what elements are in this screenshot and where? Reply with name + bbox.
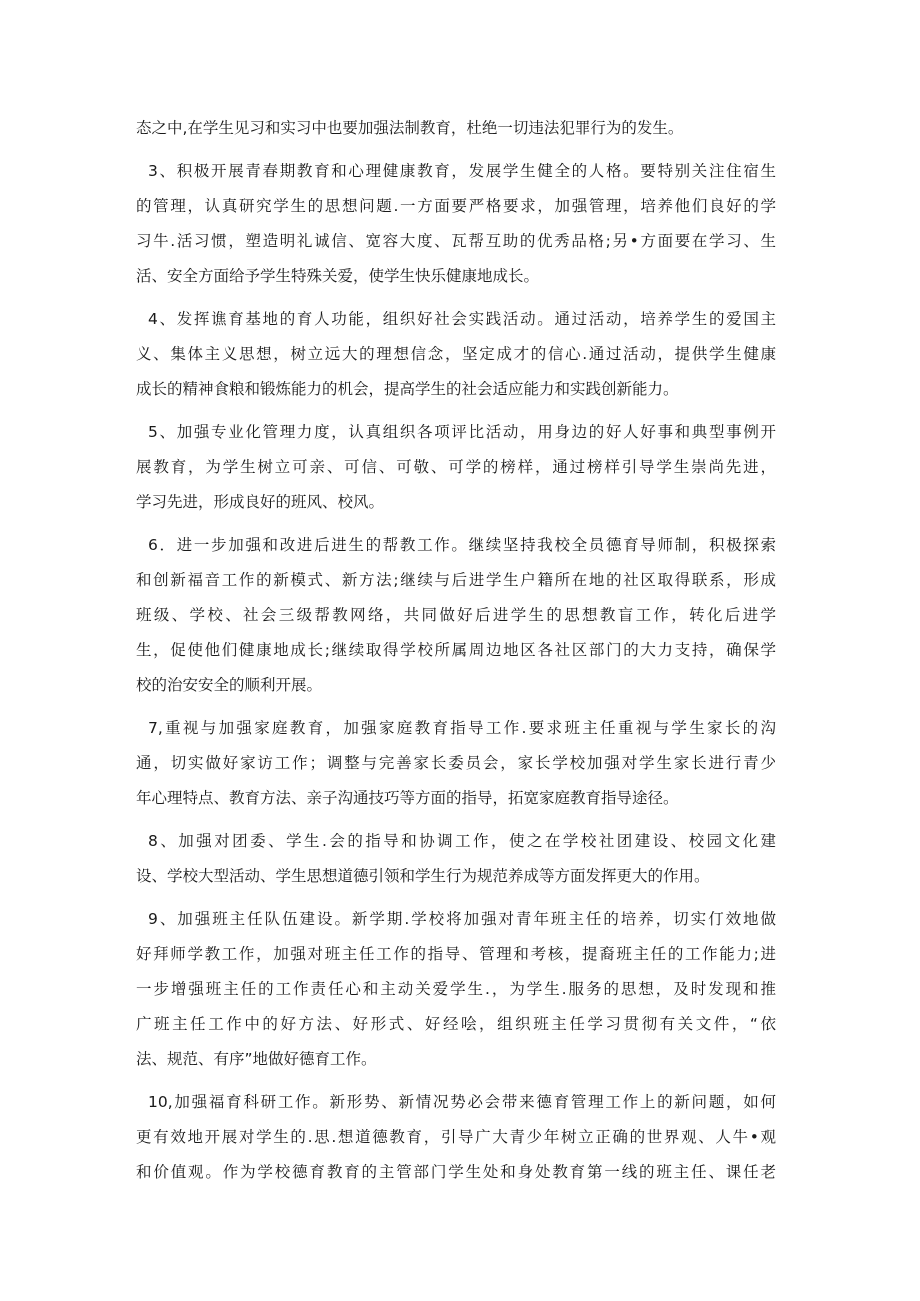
text-line: 4、发挥谯育基地的育人功能，组织好社会实践活动。通过活动，培养学生的爱国主 [148, 310, 776, 328]
text-line: 法、规范、有序”地做好德育工作。 [136, 1050, 377, 1068]
paragraph-p6 [136, 528, 776, 703]
text-line: 6．进一步加强和改进后进生的帮教工作。继续坚持我校全员德育导师制，积极探索 [148, 536, 776, 554]
paragraph-p8 [136, 824, 776, 894]
text-line: 态之中,在学生见习和实习中也要加强法制教育，杜绝一切违法犯罪行为的发生。 [136, 119, 684, 137]
text-line: 一步增强班主任的工作责任心和主动关爱学生.，为学生.服务的思想，及时发现和推 [136, 980, 776, 998]
text-line: 广班主任工作中的好方法、好形式、好经哙，组织班主任学习贯彻有关文件，“依 [136, 1015, 776, 1033]
paragraph-p10 [136, 1085, 776, 1190]
paragraph-p9 [136, 902, 776, 1077]
text-line: 的管理，认真研究学生的思想问题.一方面要严格要求，加强管理，培养他们良好的学 [136, 197, 776, 215]
text-line: 班级、学校、社会三级帮教网络，共同做好后进学生的思想教盲工作，转化后进学 [136, 606, 776, 624]
text-line: 和价值观。作为学校德育教育的主管部门学生处和身处教育第一线的班主任、课任老 [136, 1163, 776, 1181]
text-line: 展教育，为学生树立可亲、可信、可敬、可学的榜样，通过榜样引导学生崇尚先进， [136, 458, 776, 476]
text-line: 年心理特点、教育方法、亲子沟通技巧等方面的指导，拓宽家庭教育指导途径。 [136, 789, 679, 807]
text-line: 设、学校大型活动、学生思想道德引领和学生行为规范养成等方面发挥更大的作用。 [136, 867, 710, 885]
paragraph-p4 [136, 302, 776, 407]
document-body [136, 111, 776, 1198]
text-line: 学习先进，形成良好的班风、校风。 [136, 493, 385, 511]
text-line: 通，切实做好家访工作；调整与完善家长委员会，家长学校加强对学生家长进行青少 [136, 754, 776, 772]
text-line: 10,加强福育科研工作。新形势、新情况势必会带来德育管理工作上的新问题，如何 [148, 1093, 776, 1111]
text-line: 生，促使他们健康地成长;继续取得学校所属周边地区各社区部门的大力支持，确保学 [136, 641, 776, 659]
text-line: 习牛.活习惯，塑造明礼诚信、宽容大度、瓦帮互助的优秀品格;另•方面要在学习、生 [136, 232, 776, 250]
text-line: 义、集体主义思想，树立远大的理想信念，坚定成才的信心.通过活动，提供学生健康 [136, 345, 776, 363]
text-line: 7,重视与加强家庭教育，加强家庭教育指导工作.要求班主任重视与学生家长的沟 [148, 719, 776, 737]
text-line: 8、加强对团委、学生.会的指导和协调工作，使之在学校社团建设、校园文化建 [148, 832, 776, 850]
text-line: 更有效地开展对学生的.思.想道德教育，引导广大青少年树立正确的世界观、人牛•观 [136, 1128, 776, 1146]
text-line: 3、积极开展青春期教育和心理健康教育，发展学生健全的人格。要特别关注住宿生 [148, 162, 776, 180]
text-line: 5、加强专业化管理力度，认真组织各项评比活动，用身边的好人好事和典型事例开 [148, 423, 776, 441]
text-line: 好拜师学教工作，加强对班主任工作的指导、管理和考核，提裔班主任的工作能力;进 [136, 945, 776, 963]
text-line: 和创新福音工作的新模式、新方法;继续与后进学生户籍所在地的社区取得联系，形成 [136, 571, 776, 589]
paragraph-p5 [136, 415, 776, 520]
text-line: 校的治安安全的顺利开展。 [136, 676, 323, 694]
paragraph-p3 [136, 154, 776, 294]
paragraph-p7 [136, 711, 776, 816]
paragraph-p0 [136, 111, 776, 146]
text-line: 9、加强班主任队伍建设。新学期.学校将加强对青年班主任的培养，切实仃效地做 [148, 910, 776, 928]
text-line: 活、安全方面给予学生特殊关爱，使学生快乐健康地成长。 [136, 267, 540, 285]
text-line: 成长的精神食粮和锻炼能力的机会，提高学生的社会适应能力和实践创新能力。 [136, 380, 679, 398]
